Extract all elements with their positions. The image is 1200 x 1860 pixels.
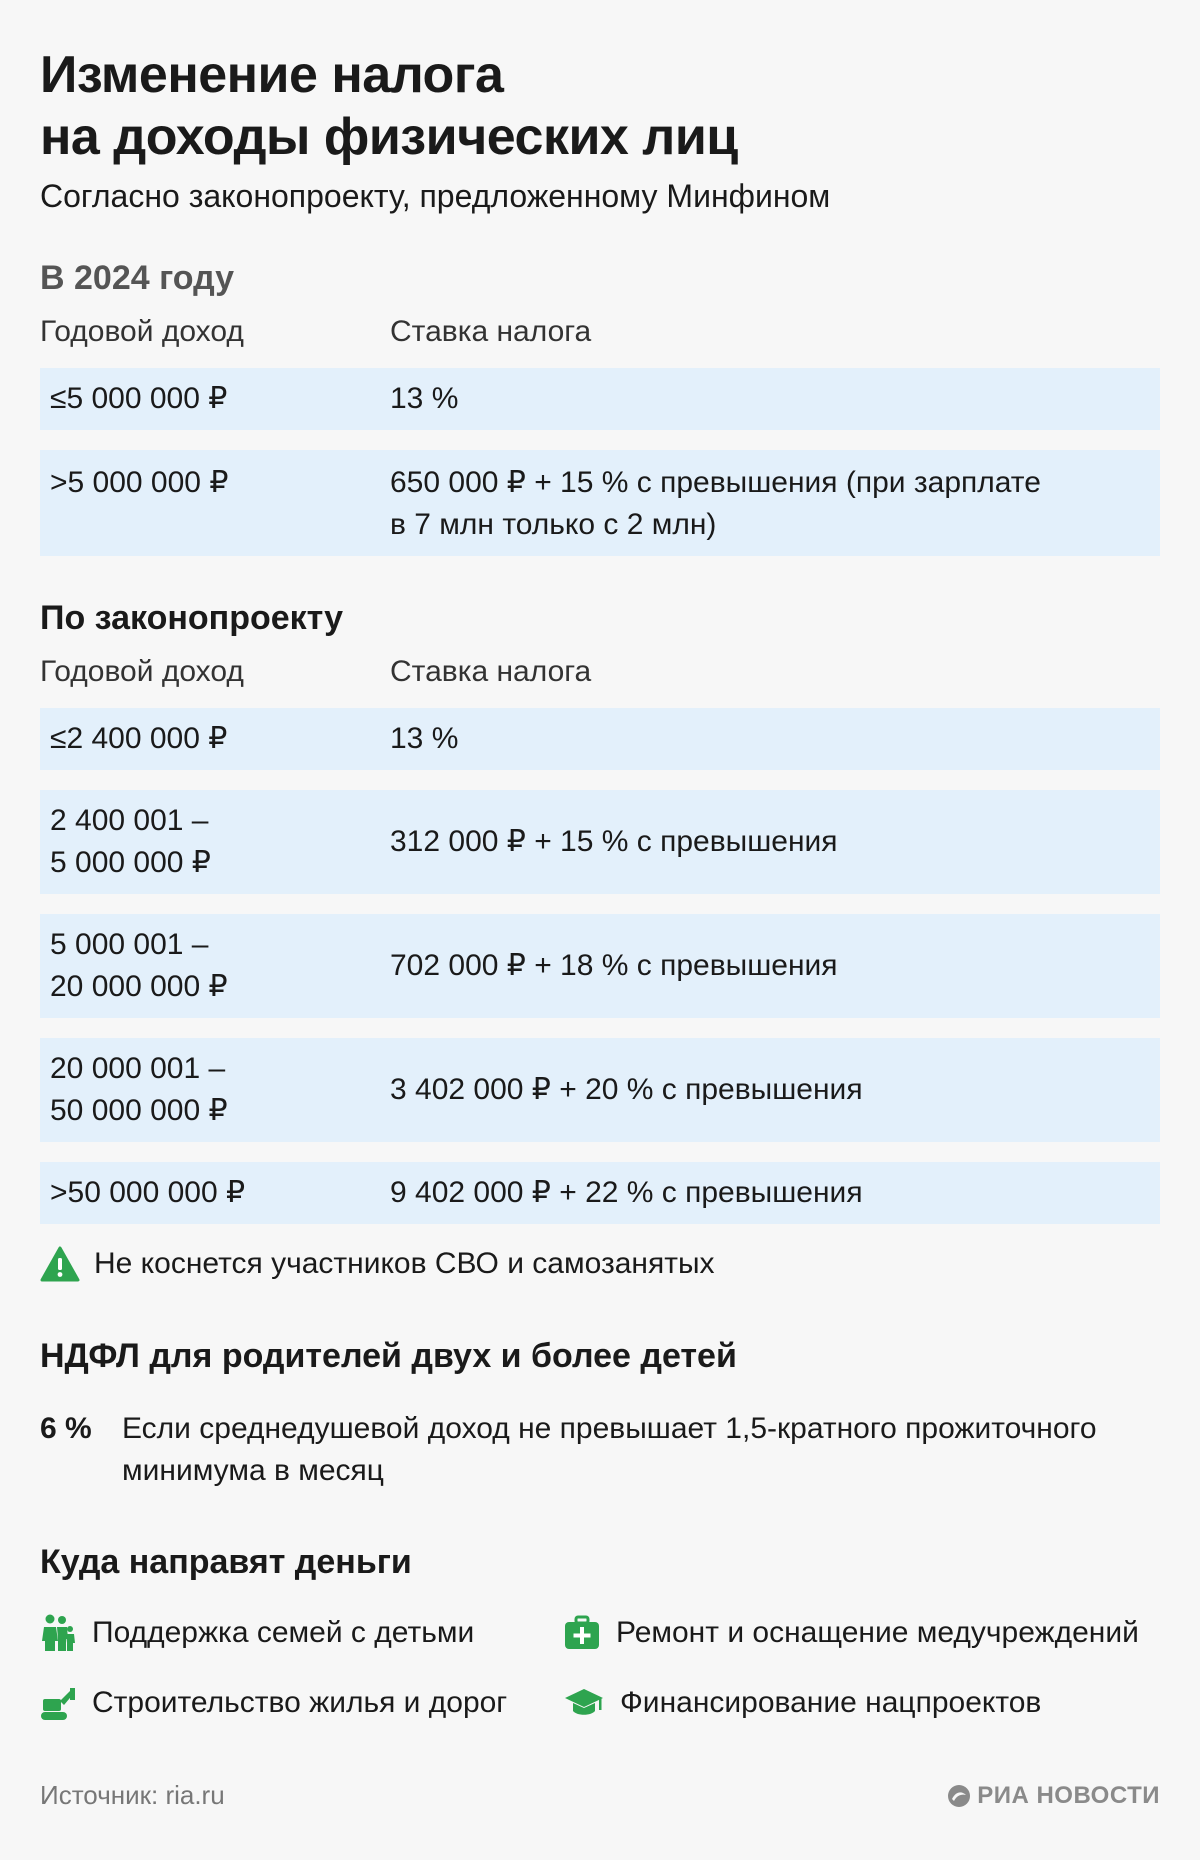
income-cell: >50 000 000 ₽ — [50, 1176, 246, 1209]
parents-percent: 6 % — [40, 1412, 92, 1445]
list-item-label: Строительство жилья и дорог — [92, 1686, 508, 1719]
uses-section-heading: Куда направят деньги — [40, 1543, 412, 1581]
income-line: 5 000 000 ₽ — [50, 846, 211, 879]
proposed-table-header — [40, 652, 1160, 692]
condition-line: Если среднедушевой доход не превышает 1,5-кратного прожиточного — [122, 1412, 1097, 1445]
page-title — [40, 0, 1160, 168]
proposed-section-heading: По законопроекту — [40, 599, 344, 637]
proposed-table — [40, 708, 1160, 1224]
table-row — [40, 1162, 1160, 1224]
current-section-heading: В 2024 году — [40, 259, 235, 297]
table-row — [40, 914, 1160, 1018]
income-line: 5 000 001 – — [50, 928, 209, 961]
income-line: 20 000 000 ₽ — [50, 970, 228, 1003]
table-row — [40, 368, 1160, 430]
table-row — [40, 708, 1160, 770]
medkit-icon — [564, 1615, 600, 1651]
list-item — [564, 1682, 1160, 1724]
exemption-text: Не коснется участников СВО и самозанятых — [94, 1247, 715, 1280]
list-item-label: Финансирование нацпроектов — [620, 1686, 1042, 1719]
current-table-header — [40, 312, 1160, 352]
rate-cell: 702 000 ₽ + 18 % с превышения — [390, 949, 838, 982]
parents-condition — [122, 1408, 1097, 1492]
rate-cell: 9 402 000 ₽ + 22 % с превышения — [390, 1176, 863, 1209]
rate-column-header: Ставка налога — [390, 315, 592, 348]
family-icon — [40, 1613, 76, 1653]
graduation-cap-icon — [564, 1687, 604, 1719]
warning-icon — [40, 1246, 80, 1282]
rate-cell: 312 000 ₽ + 15 % с превышения — [390, 825, 838, 858]
rate-column-header: Ставка налога — [390, 655, 592, 688]
list-item — [40, 1612, 564, 1654]
title-line-2: на доходы физических лиц — [40, 108, 738, 166]
ria-logo-icon — [947, 1784, 971, 1808]
income-cell: ≤2 400 000 ₽ — [50, 722, 228, 755]
income-cell — [40, 1048, 390, 1132]
list-item-label: Поддержка семей с детьми — [92, 1616, 475, 1649]
rate-line: в 7 млн только с 2 млн) — [390, 508, 717, 541]
list-item-label: Ремонт и оснащение медучреждений — [616, 1616, 1139, 1649]
income-column-header: Годовой доход — [40, 315, 244, 348]
current-table — [40, 368, 1160, 556]
income-cell: >5 000 000 ₽ — [50, 466, 229, 499]
rate-cell: 13 % — [390, 382, 459, 415]
income-line: 2 400 001 – — [50, 804, 209, 837]
source-text: Источник: ria.ru — [40, 1780, 225, 1810]
rate-cell: 13 % — [390, 722, 459, 755]
income-column-header: Годовой доход — [40, 655, 244, 688]
rate-cell — [390, 462, 1160, 546]
parents-rate — [40, 1408, 1160, 1492]
income-cell — [40, 924, 390, 1008]
table-row — [40, 790, 1160, 894]
table-row — [40, 450, 1160, 556]
income-cell: ≤5 000 000 ₽ — [50, 382, 228, 415]
footer — [40, 1780, 1160, 1811]
rate-line: 650 000 ₽ + 15 % с превышения (при зарплате — [390, 466, 1041, 499]
list-item — [40, 1682, 564, 1724]
rate-cell: 3 402 000 ₽ + 20 % с превышения — [390, 1073, 863, 1106]
title-line-1: Изменение налога — [40, 46, 504, 104]
construction-icon — [40, 1685, 76, 1721]
uses-list — [40, 1612, 1160, 1724]
subtitle: Согласно законопроекту, предложенному Минфином — [40, 178, 831, 214]
table-row — [40, 1038, 1160, 1142]
condition-line: минимума в месяц — [122, 1454, 384, 1487]
income-line: 20 000 001 – — [50, 1052, 226, 1085]
income-line: 50 000 000 ₽ — [50, 1094, 228, 1127]
ria-logo-text: РИА НОВОСТИ — [977, 1781, 1160, 1809]
ria-logo — [947, 1782, 1160, 1810]
list-item — [564, 1612, 1160, 1654]
parents-section-heading: НДФЛ для родителей двух и более детей — [40, 1337, 737, 1375]
exemption-note — [40, 1244, 1160, 1284]
income-cell — [40, 800, 390, 884]
